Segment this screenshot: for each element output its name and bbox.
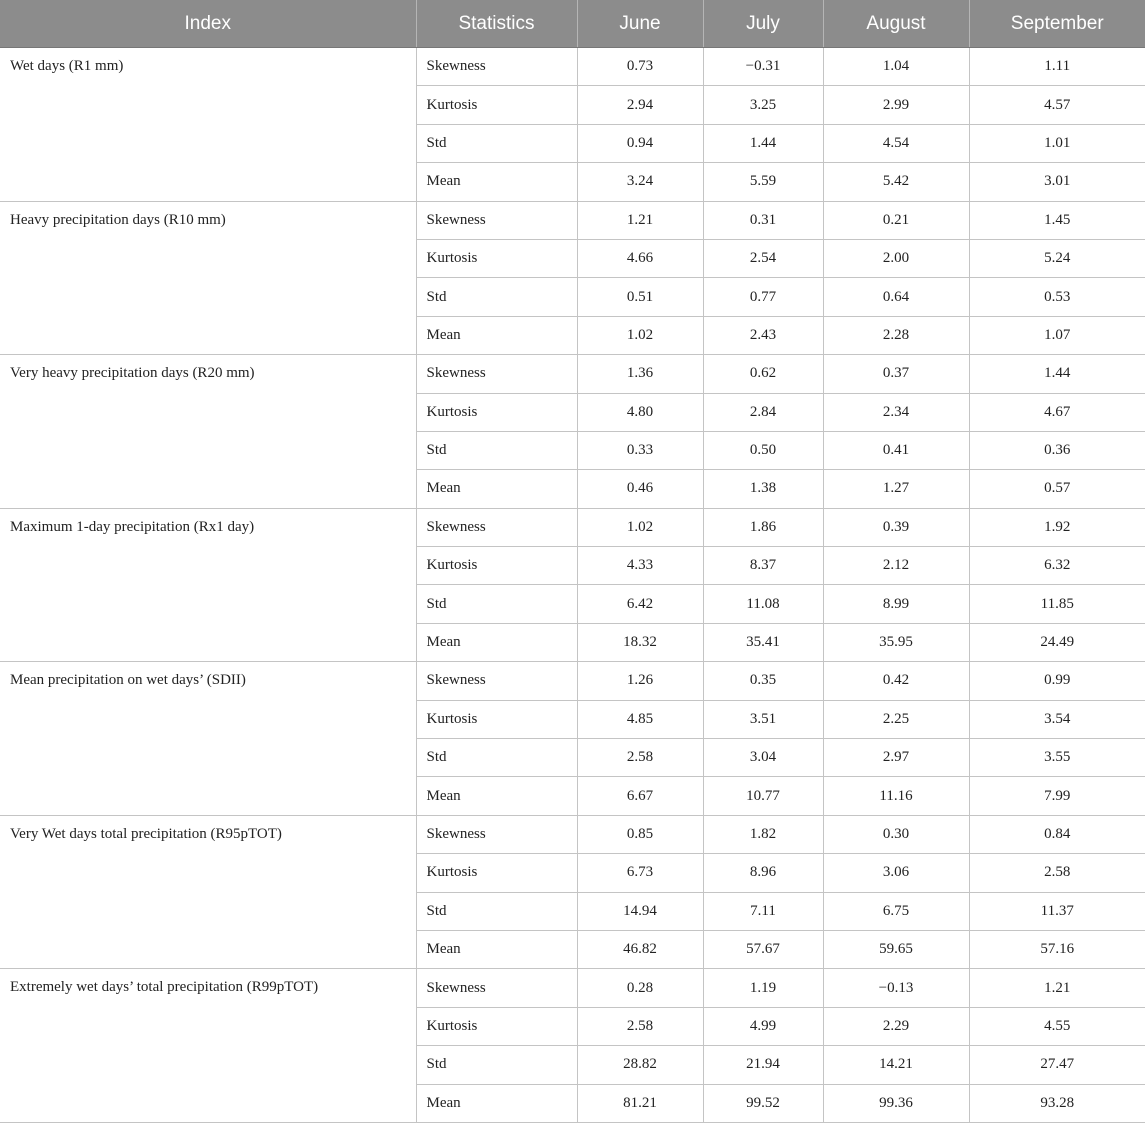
table-row bbox=[0, 201, 1145, 239]
september-value-cell: 1.07 bbox=[969, 316, 1145, 354]
june-value-cell: 0.33 bbox=[577, 431, 703, 469]
july-value-cell: 0.62 bbox=[703, 355, 823, 393]
june-value-cell: 1.02 bbox=[577, 508, 703, 546]
statistic-label-cell: Std bbox=[416, 278, 577, 316]
table-row bbox=[0, 662, 1145, 700]
june-value-cell: 18.32 bbox=[577, 623, 703, 661]
august-value-cell: 2.00 bbox=[823, 239, 969, 277]
september-value-cell: 1.11 bbox=[969, 48, 1145, 86]
table-row bbox=[0, 48, 1145, 86]
july-value-cell: 3.51 bbox=[703, 700, 823, 738]
july-value-cell: 4.99 bbox=[703, 1007, 823, 1045]
july-value-cell: 99.52 bbox=[703, 1084, 823, 1122]
september-value-cell: 0.36 bbox=[969, 431, 1145, 469]
june-value-cell: 6.67 bbox=[577, 777, 703, 815]
table-row bbox=[0, 355, 1145, 393]
statistic-label-cell: Kurtosis bbox=[416, 854, 577, 892]
statistic-label-cell: Skewness bbox=[416, 48, 577, 86]
statistic-label-cell: Std bbox=[416, 124, 577, 162]
june-value-cell: 4.33 bbox=[577, 547, 703, 585]
august-value-cell: 99.36 bbox=[823, 1084, 969, 1122]
august-value-cell: 8.99 bbox=[823, 585, 969, 623]
july-value-cell: 3.04 bbox=[703, 739, 823, 777]
header-statistics: Statistics bbox=[416, 0, 577, 48]
september-value-cell: 1.44 bbox=[969, 355, 1145, 393]
index-name-cell: Very heavy precipitation days (R20 mm) bbox=[0, 355, 416, 509]
july-value-cell: 1.44 bbox=[703, 124, 823, 162]
june-value-cell: 1.21 bbox=[577, 201, 703, 239]
august-value-cell: 35.95 bbox=[823, 623, 969, 661]
september-value-cell: 3.55 bbox=[969, 739, 1145, 777]
september-value-cell: 0.99 bbox=[969, 662, 1145, 700]
august-value-cell: 5.42 bbox=[823, 163, 969, 201]
september-value-cell: 1.45 bbox=[969, 201, 1145, 239]
june-value-cell: 1.02 bbox=[577, 316, 703, 354]
july-value-cell: 57.67 bbox=[703, 930, 823, 968]
july-value-cell: 8.96 bbox=[703, 854, 823, 892]
july-value-cell: 0.31 bbox=[703, 201, 823, 239]
august-value-cell: 3.06 bbox=[823, 854, 969, 892]
june-value-cell: 14.94 bbox=[577, 892, 703, 930]
index-name-cell: Heavy precipitation days (R10 mm) bbox=[0, 201, 416, 355]
august-value-cell: 4.54 bbox=[823, 124, 969, 162]
index-name-cell: Wet days (R1 mm) bbox=[0, 48, 416, 202]
statistic-label-cell: Kurtosis bbox=[416, 239, 577, 277]
august-value-cell: 2.28 bbox=[823, 316, 969, 354]
july-value-cell: 7.11 bbox=[703, 892, 823, 930]
statistic-label-cell: Kurtosis bbox=[416, 700, 577, 738]
june-value-cell: 0.46 bbox=[577, 470, 703, 508]
august-value-cell: 11.16 bbox=[823, 777, 969, 815]
july-value-cell: 2.54 bbox=[703, 239, 823, 277]
june-value-cell: 6.73 bbox=[577, 854, 703, 892]
september-value-cell: 11.85 bbox=[969, 585, 1145, 623]
table-body bbox=[0, 48, 1145, 1123]
statistic-label-cell: Mean bbox=[416, 1084, 577, 1122]
header-row bbox=[0, 0, 1145, 48]
statistic-label-cell: Skewness bbox=[416, 201, 577, 239]
statistic-label-cell: Std bbox=[416, 739, 577, 777]
september-value-cell: 57.16 bbox=[969, 930, 1145, 968]
august-value-cell: 2.29 bbox=[823, 1007, 969, 1045]
statistic-label-cell: Kurtosis bbox=[416, 86, 577, 124]
july-value-cell: 10.77 bbox=[703, 777, 823, 815]
statistic-label-cell: Mean bbox=[416, 777, 577, 815]
july-value-cell: −0.31 bbox=[703, 48, 823, 86]
august-value-cell: 6.75 bbox=[823, 892, 969, 930]
august-value-cell: 0.42 bbox=[823, 662, 969, 700]
september-value-cell: 0.57 bbox=[969, 470, 1145, 508]
header-june: June bbox=[577, 0, 703, 48]
september-value-cell: 4.67 bbox=[969, 393, 1145, 431]
july-value-cell: 1.82 bbox=[703, 815, 823, 853]
august-value-cell: 2.12 bbox=[823, 547, 969, 585]
june-value-cell: 4.85 bbox=[577, 700, 703, 738]
statistic-label-cell: Skewness bbox=[416, 662, 577, 700]
july-value-cell: 8.37 bbox=[703, 547, 823, 585]
august-value-cell: 0.37 bbox=[823, 355, 969, 393]
june-value-cell: 1.36 bbox=[577, 355, 703, 393]
september-value-cell: 3.54 bbox=[969, 700, 1145, 738]
september-value-cell: 5.24 bbox=[969, 239, 1145, 277]
september-value-cell: 4.55 bbox=[969, 1007, 1145, 1045]
august-value-cell: 14.21 bbox=[823, 1046, 969, 1084]
september-value-cell: 1.01 bbox=[969, 124, 1145, 162]
july-value-cell: 2.43 bbox=[703, 316, 823, 354]
september-value-cell: 3.01 bbox=[969, 163, 1145, 201]
august-value-cell: 0.64 bbox=[823, 278, 969, 316]
august-value-cell: 2.97 bbox=[823, 739, 969, 777]
september-value-cell: 0.53 bbox=[969, 278, 1145, 316]
june-value-cell: 2.94 bbox=[577, 86, 703, 124]
june-value-cell: 28.82 bbox=[577, 1046, 703, 1084]
statistic-label-cell: Mean bbox=[416, 930, 577, 968]
statistic-label-cell: Std bbox=[416, 431, 577, 469]
index-name-cell: Extremely wet days’ total precipitation (R99pTOT) bbox=[0, 969, 416, 1123]
september-value-cell: 11.37 bbox=[969, 892, 1145, 930]
statistic-label-cell: Std bbox=[416, 892, 577, 930]
header-september: September bbox=[969, 0, 1145, 48]
june-value-cell: 4.66 bbox=[577, 239, 703, 277]
august-value-cell: 2.99 bbox=[823, 86, 969, 124]
june-value-cell: 1.26 bbox=[577, 662, 703, 700]
header-august: August bbox=[823, 0, 969, 48]
statistic-label-cell: Skewness bbox=[416, 969, 577, 1007]
september-value-cell: 93.28 bbox=[969, 1084, 1145, 1122]
june-value-cell: 0.73 bbox=[577, 48, 703, 86]
september-value-cell: 2.58 bbox=[969, 854, 1145, 892]
june-value-cell: 4.80 bbox=[577, 393, 703, 431]
september-value-cell: 4.57 bbox=[969, 86, 1145, 124]
statistic-label-cell: Kurtosis bbox=[416, 393, 577, 431]
july-value-cell: 5.59 bbox=[703, 163, 823, 201]
index-name-cell: Mean precipitation on wet days’ (SDII) bbox=[0, 662, 416, 816]
september-value-cell: 0.84 bbox=[969, 815, 1145, 853]
july-value-cell: 0.35 bbox=[703, 662, 823, 700]
header-july: July bbox=[703, 0, 823, 48]
september-value-cell: 7.99 bbox=[969, 777, 1145, 815]
statistic-label-cell: Kurtosis bbox=[416, 547, 577, 585]
statistic-label-cell: Std bbox=[416, 1046, 577, 1084]
august-value-cell: 59.65 bbox=[823, 930, 969, 968]
statistic-label-cell: Kurtosis bbox=[416, 1007, 577, 1045]
july-value-cell: 2.84 bbox=[703, 393, 823, 431]
index-name-cell: Maximum 1-day precipitation (Rx1 day) bbox=[0, 508, 416, 662]
header-index: Index bbox=[0, 0, 416, 48]
august-value-cell: 2.34 bbox=[823, 393, 969, 431]
august-value-cell: −0.13 bbox=[823, 969, 969, 1007]
july-value-cell: 1.38 bbox=[703, 470, 823, 508]
august-value-cell: 0.39 bbox=[823, 508, 969, 546]
july-value-cell: 35.41 bbox=[703, 623, 823, 661]
table-row bbox=[0, 508, 1145, 546]
june-value-cell: 3.24 bbox=[577, 163, 703, 201]
september-value-cell: 6.32 bbox=[969, 547, 1145, 585]
july-value-cell: 0.50 bbox=[703, 431, 823, 469]
statistic-label-cell: Mean bbox=[416, 163, 577, 201]
august-value-cell: 1.27 bbox=[823, 470, 969, 508]
statistic-label-cell: Mean bbox=[416, 470, 577, 508]
june-value-cell: 2.58 bbox=[577, 739, 703, 777]
september-value-cell: 1.92 bbox=[969, 508, 1145, 546]
table-row bbox=[0, 969, 1145, 1007]
statistic-label-cell: Mean bbox=[416, 623, 577, 661]
july-value-cell: 11.08 bbox=[703, 585, 823, 623]
june-value-cell: 46.82 bbox=[577, 930, 703, 968]
august-value-cell: 0.41 bbox=[823, 431, 969, 469]
statistic-label-cell: Mean bbox=[416, 316, 577, 354]
september-value-cell: 1.21 bbox=[969, 969, 1145, 1007]
august-value-cell: 0.21 bbox=[823, 201, 969, 239]
september-value-cell: 24.49 bbox=[969, 623, 1145, 661]
statistic-label-cell: Skewness bbox=[416, 355, 577, 393]
table-header bbox=[0, 0, 1145, 48]
june-value-cell: 81.21 bbox=[577, 1084, 703, 1122]
statistic-label-cell: Std bbox=[416, 585, 577, 623]
august-value-cell: 2.25 bbox=[823, 700, 969, 738]
july-value-cell: 0.77 bbox=[703, 278, 823, 316]
june-value-cell: 6.42 bbox=[577, 585, 703, 623]
june-value-cell: 0.51 bbox=[577, 278, 703, 316]
july-value-cell: 1.19 bbox=[703, 969, 823, 1007]
september-value-cell: 27.47 bbox=[969, 1046, 1145, 1084]
statistic-label-cell: Skewness bbox=[416, 815, 577, 853]
june-value-cell: 0.28 bbox=[577, 969, 703, 1007]
august-value-cell: 1.04 bbox=[823, 48, 969, 86]
june-value-cell: 2.58 bbox=[577, 1007, 703, 1045]
july-value-cell: 21.94 bbox=[703, 1046, 823, 1084]
table-row bbox=[0, 815, 1145, 853]
july-value-cell: 1.86 bbox=[703, 508, 823, 546]
statistic-label-cell: Skewness bbox=[416, 508, 577, 546]
index-name-cell: Very Wet days total precipitation (R95pTOT) bbox=[0, 815, 416, 969]
august-value-cell: 0.30 bbox=[823, 815, 969, 853]
june-value-cell: 0.94 bbox=[577, 124, 703, 162]
june-value-cell: 0.85 bbox=[577, 815, 703, 853]
july-value-cell: 3.25 bbox=[703, 86, 823, 124]
